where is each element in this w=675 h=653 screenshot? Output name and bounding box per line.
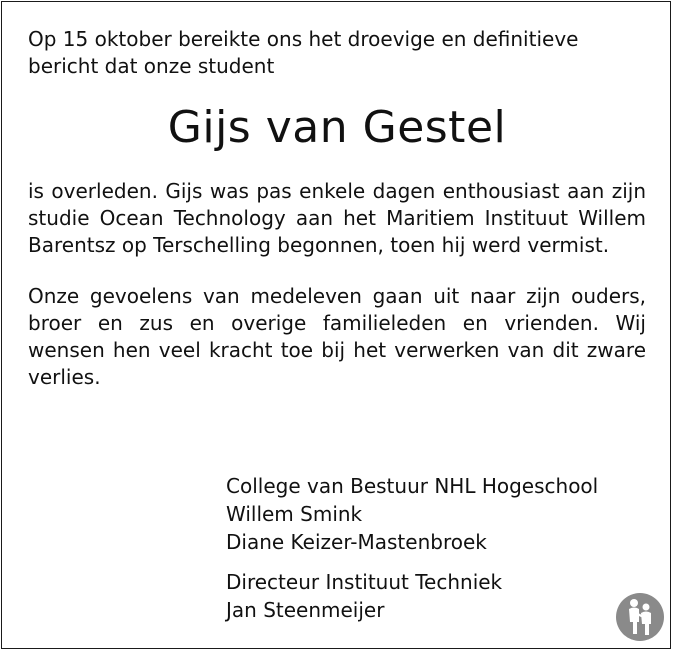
deceased-name: Gijs van Gestel bbox=[167, 102, 507, 153]
signature-line: Directeur Instituut Techniek bbox=[226, 570, 503, 594]
signature-line: College van Bestuur NHL Hogeschool bbox=[226, 474, 599, 498]
paragraph-1: is overleden. Gijs was pas enkele dagen enthousiast aan zijn studie Ocean Technology aan het Maritiem Instituut Willem Barentsz op Terschelling begonnen, toen hij werd vermist. bbox=[28, 179, 646, 257]
signature-line: Diane Keizer-Mastenbroek bbox=[226, 530, 487, 554]
paragraph-2: Onze gevoelens van medeleven gaan uit naar zijn ouders, broer en zus en overige familieleden en vrienden. Wij wensen hen veel kracht toe bij het verwerken van dit zware verlies. bbox=[28, 284, 646, 389]
signature-line: Jan Steenmeijer bbox=[226, 598, 385, 622]
signature-block-2 bbox=[226, 568, 502, 624]
memorial-figures-icon bbox=[615, 592, 665, 642]
intro-line-2: bericht dat onze student bbox=[28, 54, 275, 78]
signature-block-1 bbox=[226, 472, 598, 556]
intro-line-1: Op 15 oktober bereikte ons het droevige en definitieve bbox=[28, 27, 579, 51]
intro-text bbox=[28, 26, 646, 80]
obituary-notice bbox=[28, 26, 646, 391]
signature-line: Willem Smink bbox=[226, 502, 363, 526]
